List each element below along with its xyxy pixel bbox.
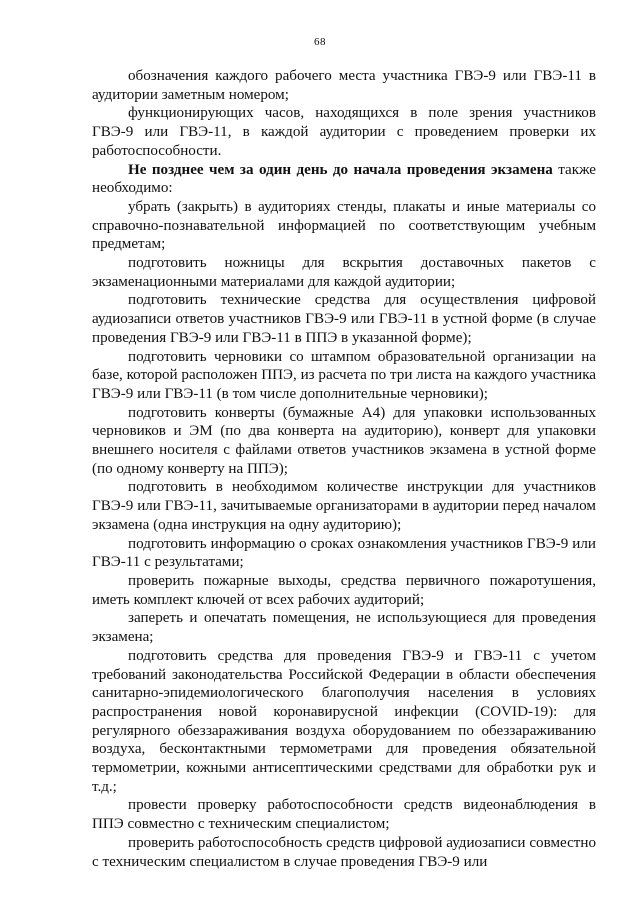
paragraph: подготовить средства для проведения ГВЭ-9 и ГВЭ-11 с учетом требований законодательства Российской Федерации в области обеспечения санитарно-эпидемиологического благополучия населения в условиях распространения новой коронавирусной инфекции (COVID-19): для регулярного обеззараживания воздуха оборудованием по обеззараживанию воздуха, бесконтактными термометрами для проведения обязательной термометрии, кожными антисептическими средствами для обработки рук и т.д.; <box>92 647 596 795</box>
paragraph-deadline: Не позднее чем за один день до начала проведения экзамена также необходимо: <box>92 161 596 197</box>
paragraph: подготовить технические средства для осуществления цифровой аудиозаписи ответов участников ГВЭ-9 или ГВЭ-11 в устной форме (в случае проведения ГВЭ-9 или ГВЭ-11 в ППЭ в указанной форме); <box>92 292 596 346</box>
paragraph: подготовить ножницы для вскрытия доставочных пакетов с экзаменационными материалами для каждой аудитории; <box>92 255 596 290</box>
paragraph: убрать (закрыть) в аудиториях стенды, плакаты и иные материалы со справочно-познавательной информацией по соответствующим учебным предметам; <box>92 198 596 253</box>
paragraph: функционирующих часов, находящихся в поле зрения участников ГВЭ-9 или ГВЭ-11, в каждой аудитории с проведением проверки их работоспособности. <box>92 105 596 159</box>
paragraph: проверить работоспособность средств цифровой аудиозаписи совместно с техническим специалистом в случае проведения ГВЭ-9 или <box>92 834 596 870</box>
paragraph: запереть и опечатать помещения, не использующиеся для проведения экзамена; <box>92 610 596 646</box>
paragraph: обозначения каждого рабочего места участника ГВЭ-9 или ГВЭ-11 в аудитории заметным номером; <box>92 68 596 103</box>
document-body <box>92 67 596 871</box>
paragraph: подготовить информацию о сроках ознакомления участников ГВЭ-9 или ГВЭ-11 с результатами; <box>92 535 596 571</box>
paragraph: подготовить черновики со штампом образовательной организации на базе, которой расположен ППЭ, из расчета по три листа на каждого участника ГВЭ-9 или ГВЭ-11 (в том числе дополнительные черновики); <box>92 348 596 402</box>
page-number: 68 <box>314 36 326 48</box>
paragraph: подготовить в необходимом количестве инструкции для участников ГВЭ-9 или ГВЭ-11, зачитываемые организаторами в аудитории перед началом экзамена (одна инструкция на одну аудиторию); <box>92 479 596 533</box>
paragraph: проверить пожарные выходы, средства первичного пожаротушения, иметь комплект ключей от всех рабочих аудиторий; <box>92 572 596 608</box>
paragraph: провести проверку работоспособности средств видеонаблюдения в ППЭ совместно с техническим специалистом; <box>92 797 596 833</box>
deadline-emphasis: Не позднее чем за один день до начала проведения экзамена <box>128 161 553 178</box>
paragraph: подготовить конверты (бумажные А4) для упаковки использованных черновиков и ЭМ (по два конверта на аудиторию), конверт для упаковки внешнего носителя с файлами ответов участников экзамена в устной форме (по одному конверту на ППЭ); <box>92 404 596 477</box>
